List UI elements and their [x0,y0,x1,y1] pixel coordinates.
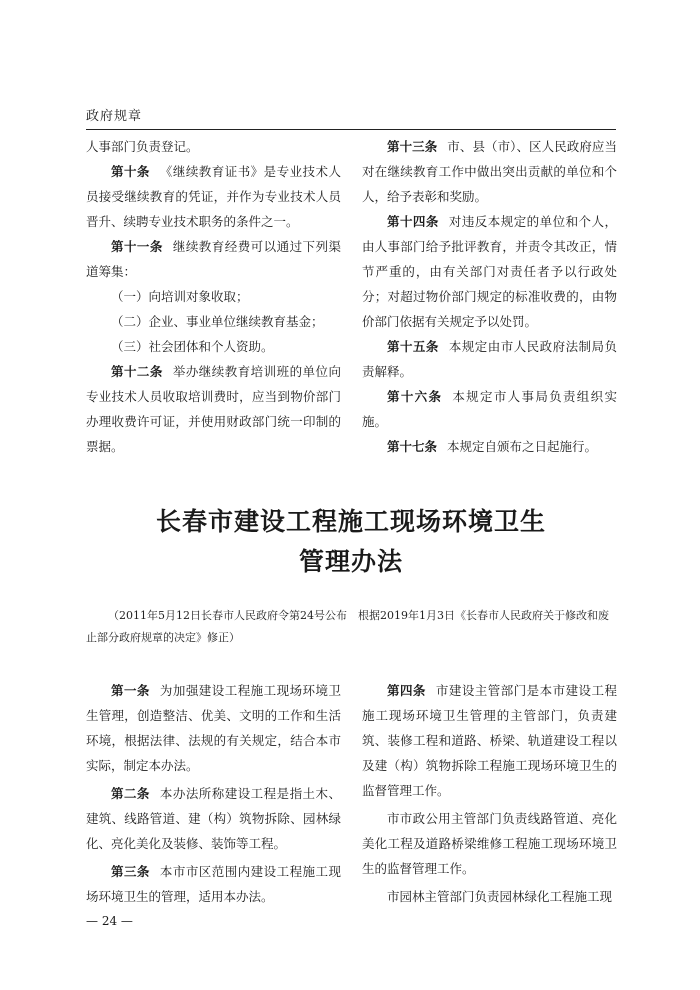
paragraph [362,434,617,459]
top-right-column [362,134,617,459]
article-number: 第十六条 [387,389,443,404]
article-number: 第十条 [111,164,150,179]
article-text: 对违反本规定的单位和个人，由人事部门给予批评教育，并责令其改正，情节严重的，由有关部门对责任者予以行政处分；对超过物价部门规定的标准收费的，由物价部门依据有关规定予以处罚。 [362,214,617,329]
paragraph [362,209,617,334]
top-left-column [86,134,341,459]
article-number: 第十三条 [387,139,438,154]
document-title [86,502,616,582]
page-number: — 24 — [86,914,133,928]
article-text: 为加强建设工程施工现场环境卫生管理，创造整洁、优美、文明的工作和生活环境，根据法律、法规的有关规定，结合本市实际，制定本办法。 [86,683,341,773]
article-number: 第十七条 [387,439,438,454]
paragraph [86,678,341,778]
paragraph [362,134,617,209]
list-item: （一）向培训对象收取； [111,289,249,304]
article-text: 本办法所称建设工程是指土木、建筑、线路管道、建（构）筑物拆除、园林绿化、亮化美化及装修、装饰等工程。 [86,786,341,851]
source-note: （2011年5月12日长春市人民政府令第24号公布 根据2019年1月3日《长春市人民政府关于修改和废止部分政府规章的决定》修正） [86,609,609,644]
bottom-left-column [86,678,341,909]
list-item: （三）社会团体和个人资助。 [111,339,274,354]
paragraph [86,234,341,284]
paragraph: 人事部门负责登记。 [86,139,199,154]
article-number: 第十四条 [387,214,439,229]
paragraph [362,334,617,384]
title-line: 管理办法 [298,547,403,576]
article-text: 本规定自颁布之日起施行。 [447,439,598,454]
article-number: 第二条 [111,786,150,801]
article-text: 市、县（市）、区人民政府应当对在继续教育工作中做出突出贡献的单位和个人，给予表彰和奖励。 [362,139,617,204]
running-header: 政府规章 [86,109,143,124]
article-number: 第一条 [111,683,150,698]
article-number: 第三条 [111,864,150,879]
paragraph: 市园林主管部门负责园林绿化工程施工现 [387,889,613,904]
paragraph [362,678,617,803]
header-rule [86,129,616,130]
article-text: 市建设主管部门是本市建设工程施工现场环境卫生管理的主管部门，负责建筑、装修工程和道路、桥梁、轨道建设工程以及建（构）筑物拆除工程施工现场环境卫生的监督管理工作。 [362,683,617,798]
paragraph [86,359,341,459]
article-number: 第四条 [387,683,426,698]
article-text: 本规定市人事局负责组织实施。 [362,389,617,429]
article-number: 第十五条 [387,339,439,354]
article-number: 第十一条 [111,239,163,254]
article-text: 本市市区范围内建设工程施工现场环境卫生的管理，适用本办法。 [86,864,341,904]
paragraph [86,159,341,234]
article-text: 《继续教育证书》是专业技术人员接受继续教育的凭证，并作为专业技术人员晋升、续聘专业技术职务的条件之一。 [86,164,341,229]
title-line: 长春市建设工程施工现场环境卫生 [155,507,546,536]
paragraph: 市市政公用主管部门负责线路管道、亮化美化工程及道路桥梁维修工程施工现场环境卫生的监督管理工作。 [362,811,617,876]
article-text: 本规定由市人民政府法制局负责解释。 [362,339,617,379]
bottom-right-column [362,678,617,909]
article-text: 举办继续教育培训班的单位向专业技术人员收取培训费时，应当到物价部门办理收费许可证，并使用财政部门统一印制的票据。 [86,364,341,454]
article-number: 第十二条 [111,364,163,379]
paragraph [86,859,341,909]
paragraph [86,781,341,856]
list-item: （二）企业、事业单位继续教育基金； [111,314,324,329]
paragraph [362,384,617,434]
article-text: 继续教育经费可以通过下列渠道筹集： [86,239,341,279]
